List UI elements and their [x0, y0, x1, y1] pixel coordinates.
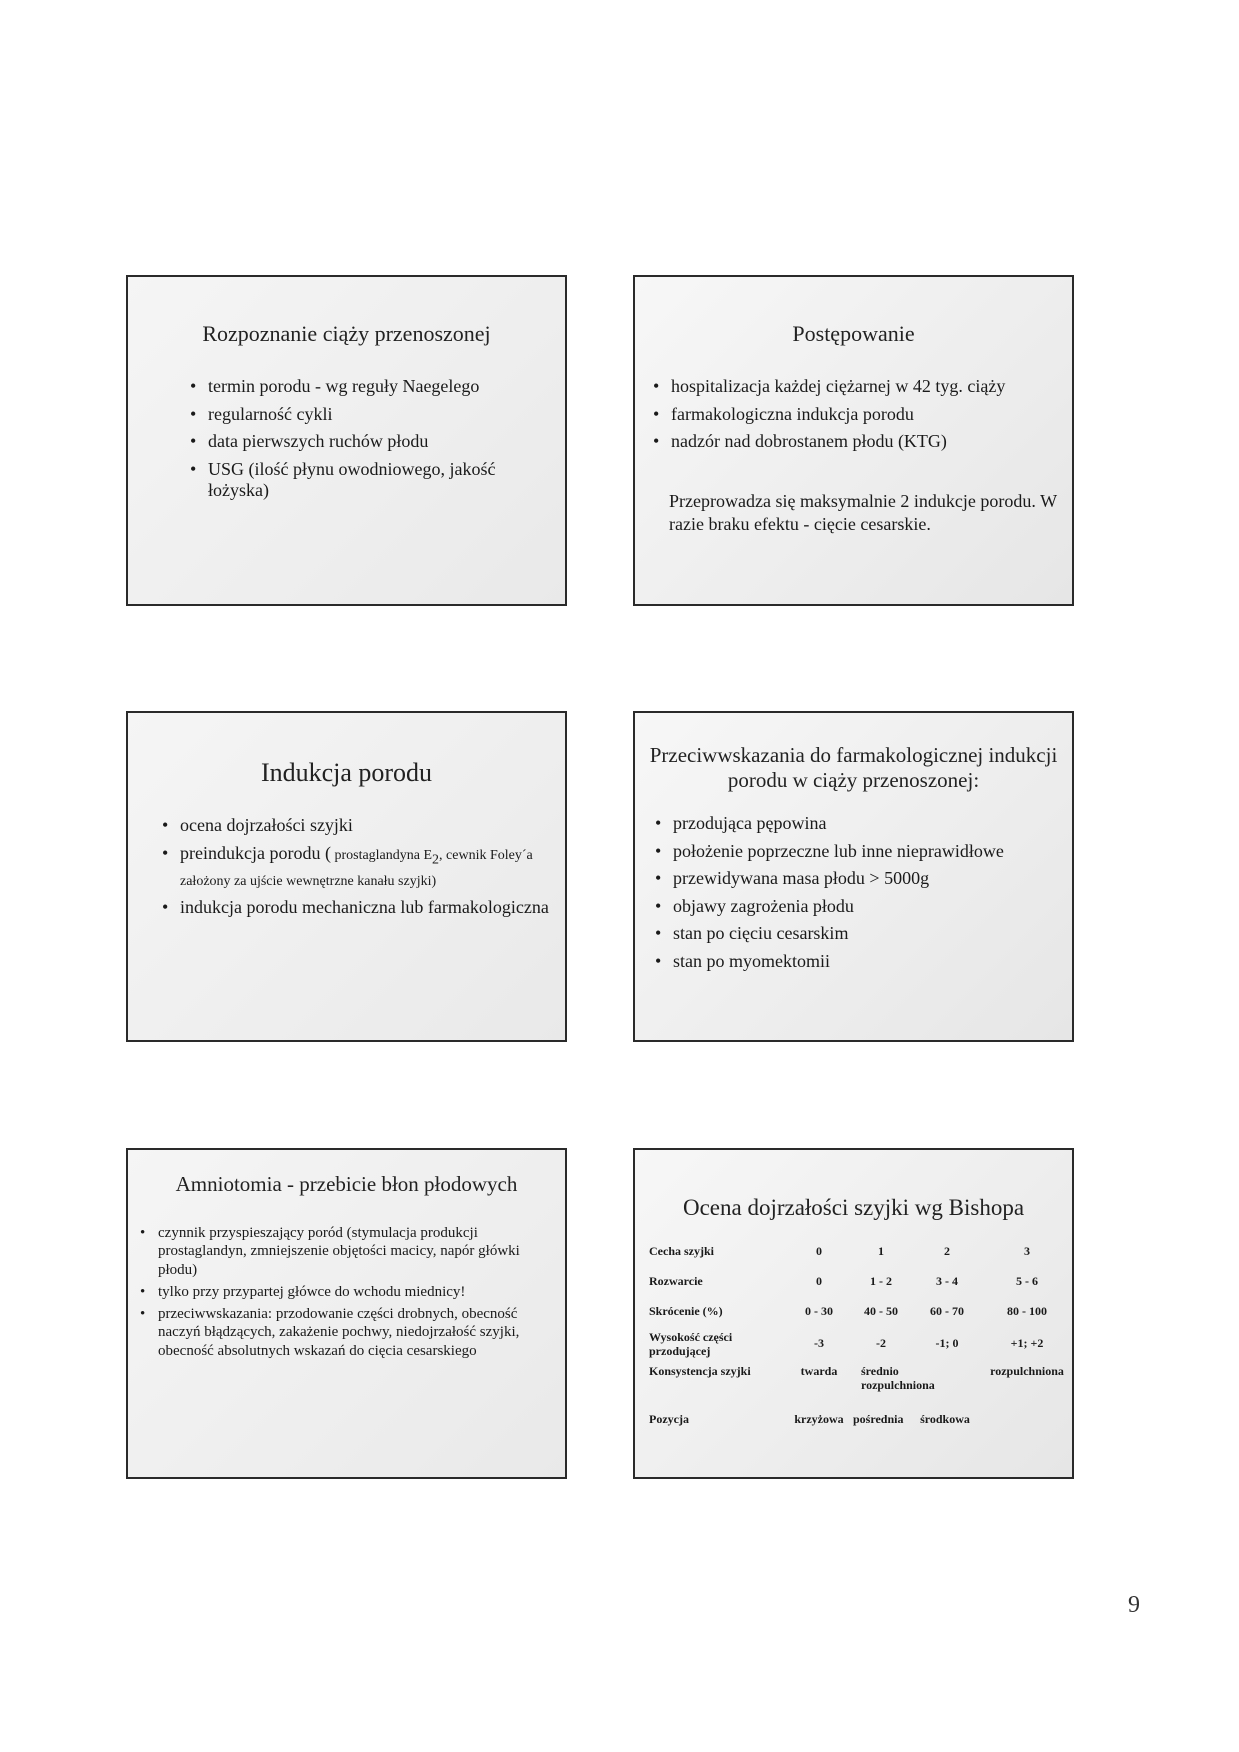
header-cell: Cecha szyjki	[649, 1244, 714, 1258]
preinduction-main: preindukcja porodu (	[180, 842, 331, 863]
list-item: • objawy zagrożenia płodu	[655, 896, 1070, 918]
list-item: • stan po myomektomii	[655, 951, 1070, 973]
table-cell: -2	[876, 1336, 886, 1350]
preinduction-detail-a: prostaglandyna E	[330, 847, 433, 863]
table-cell: Wysokość części przodującej	[649, 1330, 733, 1358]
header-cell: 3	[1024, 1244, 1030, 1258]
table-cell: -3	[814, 1336, 824, 1350]
bullet-list	[653, 376, 1063, 459]
slide-note: Przeprowadza się maksymalnie 2 indukcje porodu. W razie braku efektu - cięcie cesarskie.	[669, 491, 1057, 534]
header-cell: 1	[878, 1244, 884, 1258]
slide-przeciwwskazania	[633, 711, 1074, 1042]
slide-title: Przeciwwskazania do farmakologicznej indukcji porodu w ciąży przenoszonej:	[649, 743, 1058, 792]
header-cell: 2	[944, 1244, 950, 1258]
slide-bishop	[633, 1148, 1074, 1479]
bullet-list	[162, 815, 552, 924]
bullet-list	[655, 813, 1070, 979]
list-item: • termin porodu - wg reguły Naegelego	[190, 376, 550, 398]
slide-indukcja	[126, 711, 567, 1042]
list-item: • tylko przy przypartej główce do wchodu miednicy!	[140, 1283, 558, 1301]
table-cell: +1; +2	[1010, 1336, 1044, 1350]
table-row	[649, 1365, 1069, 1413]
table-cell: Skrócenie (%)	[649, 1304, 723, 1318]
list-item: • przeciwwskazania: przodowanie części drobnych, obecność naczyń błądzących, zakażenie pochwy, niedojrzałość szyjki, obecność absolutnych wskazań do cięcia cesarskiego	[140, 1305, 558, 1360]
table-row	[649, 1331, 1069, 1365]
bishop-table	[649, 1245, 1069, 1433]
page-number: 9	[1128, 1592, 1140, 1618]
table-row	[649, 1305, 1069, 1331]
list-item: • przodująca pępowina	[655, 813, 1070, 835]
bullet-list	[140, 1224, 558, 1364]
list-item: • położenie poprzeczne lub inne nieprawidłowe	[655, 841, 1070, 863]
table-cell: 40 - 50	[864, 1304, 898, 1318]
table-row	[649, 1413, 1069, 1433]
list-item: • stan po cięciu cesarskim	[655, 923, 1070, 945]
table-cell: Konsystencja szyjki	[649, 1364, 751, 1378]
table-cell: 60 - 70	[930, 1304, 964, 1318]
slide-title: Postępowanie	[792, 321, 915, 346]
list-item: • regularność cykli	[190, 404, 550, 426]
list-item: • farmakologiczna indukcja porodu	[653, 404, 1063, 426]
table-cell: Pozycja	[649, 1412, 689, 1426]
table-cell: twarda	[800, 1364, 838, 1378]
table-cell: 3 - 4	[936, 1274, 958, 1288]
slide-title: Ocena dojrzałości szyjki wg Bishopa	[682, 1195, 1025, 1220]
table-cell: 80 - 100	[1007, 1304, 1047, 1318]
table-header-row	[649, 1245, 1069, 1275]
slide-postepowanie	[633, 275, 1074, 606]
table-cell: 0	[816, 1274, 822, 1288]
table-cell: 1 - 2	[870, 1274, 892, 1288]
list-item: • ocena dojrzałości szyjki	[162, 815, 552, 837]
table-cell: rozpulchniona	[990, 1364, 1064, 1378]
preinduction-subscript: 2	[432, 852, 440, 868]
table-cell: -1; 0	[935, 1336, 959, 1350]
slide-title: Rozpoznanie ciąży przenoszonej	[202, 321, 491, 346]
list-item: • przewidywana masa płodu > 5000g	[655, 868, 1070, 890]
table-cell: 0 - 30	[805, 1304, 833, 1318]
table-cell: pośrednia	[853, 1412, 904, 1426]
list-item: • czynnik przyspieszający poród (stymulacja produkcji prostaglandyn, zmniejszenie objętości macicy, napór główki płodu)	[140, 1224, 558, 1279]
header-cell: 0	[816, 1244, 822, 1258]
table-row	[649, 1275, 1069, 1305]
table-cell: Rozwarcie	[649, 1274, 703, 1288]
bullet-list	[190, 376, 550, 508]
table-cell: 5 - 6	[1016, 1274, 1038, 1288]
table-cell: średnio rozpulchniona	[861, 1364, 935, 1392]
preinduction-detail-b: , cewnik Foley´a założony za ujście wewnętrzne kanału szyjki)	[180, 847, 533, 889]
list-item: • hospitalizacja każdej ciężarnej w 42 tyg. ciąży	[653, 376, 1063, 398]
slide-amniotomia	[126, 1148, 567, 1479]
list-item: • nadzór nad dobrostanem płodu (KTG)	[653, 431, 1063, 453]
slide-title: Amniotomia - przebicie błon płodowych	[175, 1172, 518, 1196]
list-item: • USG (ilość płynu owodniowego, jakość łożyska)	[190, 459, 550, 502]
list-item-preinduction	[162, 843, 552, 891]
table-cell: środkowa	[920, 1412, 970, 1426]
list-item: • data pierwszych ruchów płodu	[190, 431, 550, 453]
table-cell: krzyżowa	[794, 1412, 844, 1426]
slide-rozpoznanie	[126, 275, 567, 606]
slide-title: Indukcja porodu	[260, 758, 433, 787]
list-item: • indukcja porodu mechaniczna lub farmakologiczna	[162, 897, 552, 919]
